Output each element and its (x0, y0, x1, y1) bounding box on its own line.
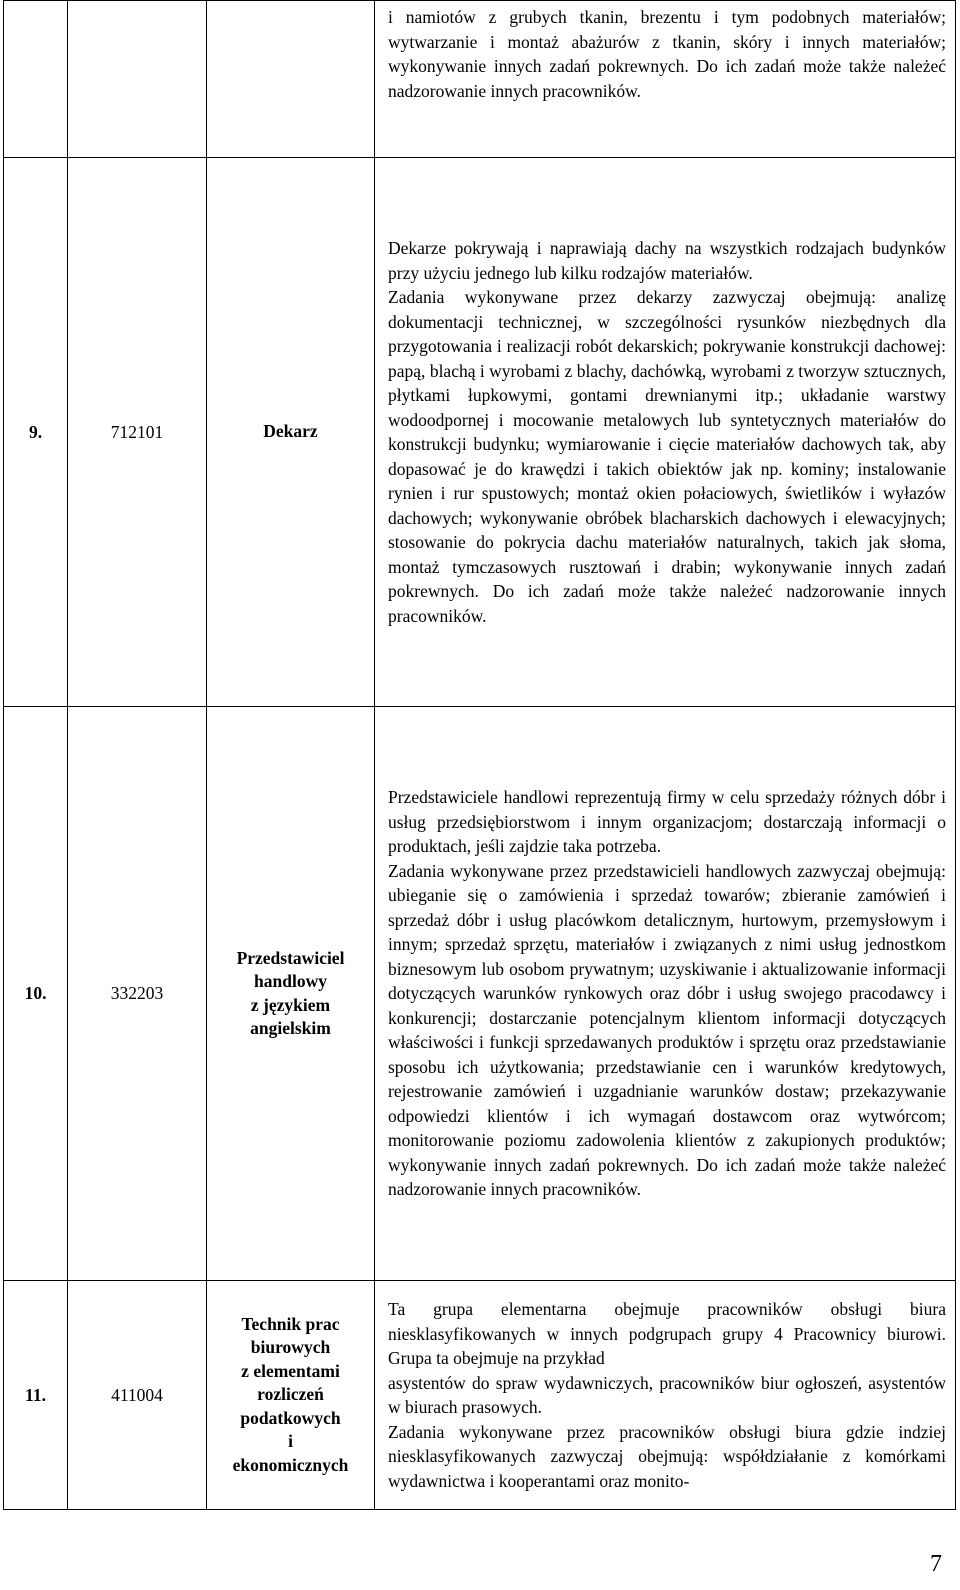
occupation-name (207, 158, 375, 707)
occupation-name-line: rozliczeń (257, 1384, 324, 1405)
row-number: 10. (4, 707, 68, 1281)
occupation-code: 712101 (68, 158, 207, 707)
page-number: 7 (930, 1551, 942, 1577)
description-paragraph: asystentów do spraw wydawniczych, pracowników biur ogłoszeń, asystentów w biurach prasowych. (388, 1372, 946, 1417)
occupation-name-line: i (288, 1431, 293, 1452)
occupation-name-line: handlowy (254, 971, 327, 991)
occupation-name-line: Przedstawiciel (236, 947, 345, 968)
occupation-code: 411004 (68, 1281, 207, 1510)
description-paragraph: Ta grupa elementarna obejmuje pracowników obsługi biura niesklasyfikowanych w innych podgrupach grupy 4 Pracownicy biurowi. Grupa ta obejmuje na przykład (388, 1299, 946, 1368)
occupation-name (207, 707, 375, 1281)
description-paragraph: i namiotów z grubych tkanin, brezentu i tym podobnych materiałów; wytwarzanie i montaż abażurów z tkanin, skóry i innych materiałów; wykonywanie innych zadań pokrewnych. Do ich zadań może także należeć nadzorowanie innych pracowników. (388, 7, 946, 101)
occupation-name (207, 1, 375, 158)
occupation-name-line: podatkowych (240, 1407, 341, 1428)
occupation-description (375, 707, 956, 1281)
description-paragraph: Zadania wykonywane przez przedstawicieli handlowych zazwyczaj obejmują: ubieganie się o zamówienia i sprzedaż towarów; zbieranie zamówień i sprzedaż dóbr i usług placówkom detalicznym, hurtowym, przemysłowym i innym; sprzedaż sprzętu, materiałów i związanych z nimi usług jednostkom biznesowym lub osobom prywatnym; uzyskiwanie i aktualizowanie informacji dotyczących warunków rynkowych oraz dóbr i usług swojego pracodawcy i konkurencji; dostarczanie potencjalnym klientom informacji dotyczących właściwości i funkcji sprzedawanych produktów i sprzętu oraz przedstawianie sposobu ich użytkowania; przedstawianie cen i warunków kredytowych, rejestrowanie zamówień i uzgadnianie warunków dostaw; przekazywanie odpowiedzi klientów i ich wymagań dostawcom oraz wytwórcom; monitorowanie poziomu zadowolenia klientów z zakupionych produktów; wykonywanie innych zadań pokrewnych. Do ich zadań może także należeć nadzorowanie innych pracowników. (388, 860, 946, 1200)
occupation-name-line: Dekarz (263, 421, 318, 442)
description-paragraph: Dekarze pokrywają i naprawiają dachy na wszystkich rodzajach budynków przy użyciu jednego lub kilku rodzajów materiałów. (388, 238, 946, 283)
occupation-description (375, 1281, 956, 1510)
description-paragraph: Zadania wykonywane przez pracowników obsługi biura gdzie indziej niesklasyfikowanych zazwyczaj obejmują: współdziałanie z komórkami wydawnictwa i kooperantami oraz monito- (388, 1421, 946, 1491)
occupation-name-line: Technik prac (241, 1313, 340, 1334)
row-number: 9. (4, 158, 68, 707)
occupations-table (3, 0, 956, 1510)
occupation-name (207, 1281, 375, 1510)
occupation-description (375, 1, 956, 158)
table-row (4, 1281, 956, 1510)
occupation-name-line: z językiem (250, 994, 331, 1015)
table-row (4, 1, 956, 158)
occupation-description (375, 158, 956, 707)
row-number (4, 1, 68, 158)
occupation-code (68, 1, 207, 158)
table-row (4, 158, 956, 707)
occupation-code: 332203 (68, 707, 207, 1281)
description-paragraph: Zadania wykonywane przez dekarzy zazwyczaj obejmują: analizę dokumentacji technicznej, w szczególności rysunków niezbędnych dla przygotowania i realizacji robót dekarskich; pokrywanie konstrukcji dachowej: papą, blachą i wyrobami z blachy, dachówką, wyrobami z tworzyw sztucznych, płytkami łupkowymi, gontami drewnianymi itp.; układanie warstwy wodoodpornej i mocowanie metalowych lub syntetycznych materiałów do konstrukcji budynku; wymiarowanie i cięcie materiałów dachowych tak, aby dopasować je do krawędzi i takich obiektów jak np. kominy; instalowanie rynien i rur spustowych; montaż okien połaciowych, świetlików i wyłazów dachowych; wykonywanie obróbek blacharskich dachowych i elewacyjnych; stosowanie do pokrycia dachu materiałów naturalnych, takich jak słoma, montaż tymczasowych rusztowań i drabin; wykonywanie innych zadań pokrewnych. Do ich zadań może także należeć nadzorowanie innych pracowników. (388, 287, 946, 626)
occupation-name-line: angielskim (250, 1018, 331, 1038)
table-row (4, 707, 956, 1281)
occupation-name-line: biurowych (250, 1337, 331, 1358)
description-paragraph: Przedstawiciele handlowi reprezentują firmy w celu sprzedaży różnych dóbr i usług przedsiębiorstwom i innym organizacjom; dostarczają informacji o produktach, jeśli zajdzie taka potrzeba. (388, 787, 946, 857)
occupation-name-line: z elementami (241, 1360, 340, 1381)
row-number: 11. (4, 1281, 68, 1510)
occupation-name-line: ekonomicznych (232, 1454, 349, 1475)
